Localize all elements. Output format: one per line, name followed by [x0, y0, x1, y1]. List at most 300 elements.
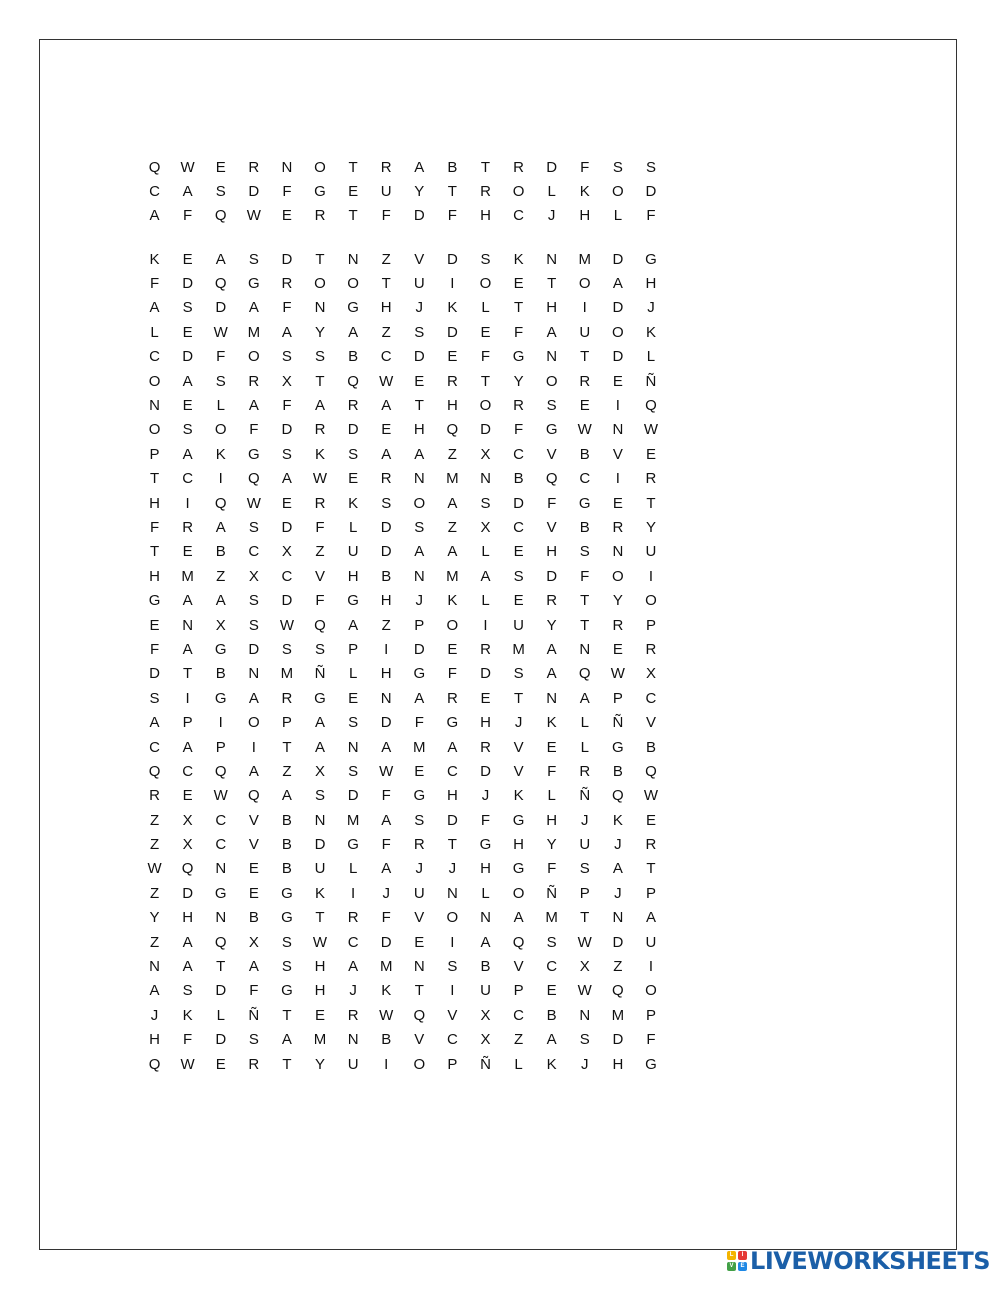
letter-cell[interactable]: Ñ [546, 884, 558, 902]
letter-cell[interactable]: V [513, 762, 524, 780]
letter-cell[interactable]: M [611, 1006, 625, 1024]
letter-cell[interactable]: A [546, 665, 557, 683]
letter-cell[interactable]: Ñ [612, 714, 624, 732]
letter-cell[interactable]: B [546, 1006, 557, 1024]
letter-cell[interactable]: L [514, 1055, 523, 1073]
letter-cell[interactable]: F [149, 518, 160, 536]
letter-cell[interactable]: H [480, 714, 491, 732]
letter-cell[interactable]: D [281, 250, 293, 268]
letter-cell[interactable]: Q [247, 470, 260, 488]
letter-cell[interactable]: S [579, 860, 590, 878]
letter-cell[interactable]: I [615, 397, 620, 415]
letter-cell[interactable]: O [479, 275, 492, 293]
letter-cell[interactable]: D [149, 665, 160, 683]
letter-cell[interactable]: X [182, 811, 193, 829]
letter-cell[interactable]: R [480, 738, 491, 756]
letter-cell[interactable]: S [281, 933, 292, 951]
letter-cell[interactable]: R [413, 836, 425, 854]
letter-cell[interactable]: S [248, 1031, 259, 1049]
letter-cell[interactable]: W [246, 494, 261, 512]
letter-cell[interactable]: Ñ [480, 1055, 491, 1073]
letter-cell[interactable]: O [512, 884, 525, 902]
letter-cell[interactable]: U [413, 884, 425, 902]
letter-cell[interactable]: A [348, 616, 359, 634]
letter-cell[interactable]: R [612, 616, 624, 634]
letter-cell[interactable]: L [481, 884, 490, 902]
letter-cell[interactable]: F [381, 836, 391, 854]
letter-cell[interactable]: S [579, 543, 590, 561]
letter-cell[interactable]: B [513, 470, 524, 488]
letter-cell[interactable]: R [248, 158, 260, 176]
letter-cell[interactable]: X [315, 762, 326, 780]
letter-cell[interactable]: I [251, 738, 256, 756]
letter-cell[interactable]: F [282, 299, 292, 317]
letter-cell[interactable]: A [281, 470, 292, 488]
letter-cell[interactable]: A [480, 933, 491, 951]
letter-cell[interactable]: H [513, 836, 524, 854]
letter-cell[interactable]: U [314, 860, 326, 878]
letter-cell[interactable]: D [413, 348, 425, 366]
letter-cell[interactable]: Q [148, 762, 161, 780]
letter-cell[interactable]: V [315, 567, 326, 585]
letter-cell[interactable]: T [580, 592, 590, 610]
letter-cell[interactable]: H [579, 207, 591, 225]
letter-cell[interactable]: F [513, 323, 524, 341]
letter-cell[interactable]: D [248, 640, 260, 658]
letter-cell[interactable]: O [148, 372, 161, 390]
letter-cell[interactable]: Z [149, 884, 160, 902]
letter-cell[interactable]: N [149, 397, 160, 415]
letter-cell[interactable]: X [248, 567, 259, 585]
letter-cell[interactable]: W [213, 323, 228, 341]
letter-cell[interactable]: M [545, 909, 558, 927]
letter-cell[interactable]: I [185, 494, 190, 512]
letter-cell[interactable]: E [348, 470, 359, 488]
letter-cell[interactable]: V [248, 811, 259, 829]
letter-cell[interactable]: L [216, 1006, 225, 1024]
letter-cell[interactable]: T [480, 372, 491, 390]
letter-cell[interactable]: J [647, 299, 655, 317]
letter-cell[interactable]: M [181, 567, 194, 585]
letter-cell[interactable]: K [546, 714, 557, 732]
letter-cell[interactable]: G [612, 738, 624, 756]
letter-cell[interactable]: T [513, 689, 524, 707]
letter-cell[interactable]: A [612, 275, 623, 293]
letter-cell[interactable]: T [646, 494, 656, 512]
letter-cell[interactable]: P [414, 616, 425, 634]
letter-cell[interactable]: G [578, 494, 591, 512]
letter-cell[interactable]: E [215, 158, 226, 176]
letter-cell[interactable]: A [248, 689, 259, 707]
letter-cell[interactable]: J [448, 860, 457, 878]
letter-cell[interactable]: A [182, 183, 193, 201]
letter-cell[interactable]: U [347, 1055, 359, 1073]
letter-cell[interactable]: S [579, 1031, 590, 1049]
letter-cell[interactable]: T [580, 616, 590, 634]
letter-cell[interactable]: Q [214, 207, 227, 225]
letter-cell[interactable]: Y [149, 909, 160, 927]
letter-cell[interactable]: G [479, 836, 492, 854]
letter-cell[interactable]: C [182, 470, 194, 488]
letter-cell[interactable]: R [281, 689, 293, 707]
letter-cell[interactable]: Y [513, 372, 524, 390]
letter-cell[interactable]: N [347, 738, 359, 756]
letter-cell[interactable]: B [480, 958, 491, 976]
letter-cell[interactable]: L [216, 397, 225, 415]
letter-cell[interactable]: N [347, 250, 359, 268]
letter-cell[interactable]: W [312, 470, 328, 488]
letter-cell[interactable]: N [413, 958, 425, 976]
letter-cell[interactable]: M [379, 958, 393, 976]
letter-cell[interactable]: Q [612, 787, 624, 805]
letter-cell[interactable]: K [315, 445, 326, 463]
letter-cell[interactable]: E [248, 884, 259, 902]
letter-cell[interactable]: F [447, 665, 457, 683]
letter-cell[interactable]: A [215, 518, 226, 536]
letter-cell[interactable]: L [348, 860, 358, 878]
letter-cell[interactable]: F [315, 592, 325, 610]
letter-cell[interactable]: E [447, 640, 458, 658]
letter-cell[interactable]: A [381, 860, 392, 878]
letter-cell[interactable]: W [147, 860, 162, 878]
letter-cell[interactable]: O [148, 421, 161, 439]
letter-cell[interactable]: G [413, 787, 426, 805]
letter-cell[interactable]: B [612, 762, 623, 780]
letter-cell[interactable]: T [381, 275, 391, 293]
letter-cell[interactable]: I [185, 689, 190, 707]
letter-cell[interactable]: F [381, 207, 391, 225]
letter-cell[interactable]: H [182, 909, 194, 927]
letter-cell[interactable]: D [612, 933, 624, 951]
letter-cell[interactable]: O [612, 183, 624, 201]
letter-cell[interactable]: S [215, 372, 226, 390]
letter-cell[interactable]: M [247, 323, 261, 341]
letter-cell[interactable]: Z [315, 543, 325, 561]
letter-cell[interactable]: R [314, 494, 326, 512]
letter-cell[interactable]: R [149, 787, 160, 805]
letter-cell[interactable]: H [149, 494, 160, 512]
letter-cell[interactable]: O [545, 372, 558, 390]
letter-cell[interactable]: I [582, 299, 587, 317]
letter-cell[interactable]: G [446, 714, 459, 732]
letter-cell[interactable]: N [215, 909, 227, 927]
letter-cell[interactable]: T [580, 348, 590, 366]
letter-cell[interactable]: D [380, 933, 392, 951]
letter-cell[interactable]: S [182, 421, 193, 439]
letter-cell[interactable]: B [447, 158, 458, 176]
letter-cell[interactable]: V [546, 518, 557, 536]
letter-cell[interactable]: V [546, 445, 557, 463]
letter-cell[interactable]: V [414, 1031, 425, 1049]
letter-cell[interactable]: E [480, 323, 491, 341]
letter-cell[interactable]: C [380, 348, 392, 366]
letter-cell[interactable]: J [382, 884, 390, 902]
letter-cell[interactable]: F [414, 714, 424, 732]
letter-cell[interactable]: Q [413, 1006, 426, 1024]
letter-cell[interactable]: Z [282, 762, 292, 780]
letter-cell[interactable]: G [545, 421, 558, 439]
letter-cell[interactable]: S [149, 689, 160, 707]
letter-cell[interactable]: I [218, 714, 223, 732]
letter-cell[interactable]: N [314, 811, 326, 829]
letter-cell[interactable]: Q [347, 372, 359, 390]
letter-cell[interactable]: K [612, 811, 623, 829]
letter-cell[interactable]: N [612, 421, 624, 439]
letter-cell[interactable]: A [248, 299, 259, 317]
letter-cell[interactable]: S [248, 518, 259, 536]
letter-cell[interactable]: A [381, 811, 392, 829]
letter-cell[interactable]: P [182, 714, 193, 732]
letter-cell[interactable]: Q [612, 982, 624, 1000]
letter-cell[interactable]: I [648, 958, 654, 976]
letter-cell[interactable]: L [481, 543, 490, 561]
letter-cell[interactable]: A [182, 958, 193, 976]
letter-cell[interactable]: A [546, 1031, 557, 1049]
letter-cell[interactable]: A [645, 909, 656, 927]
letter-cell[interactable]: S [248, 592, 259, 610]
letter-cell[interactable]: F [381, 909, 391, 927]
letter-cell[interactable]: S [612, 158, 623, 176]
letter-cell[interactable]: S [315, 787, 326, 805]
letter-cell[interactable]: O [214, 421, 227, 439]
letter-cell[interactable]: N [546, 348, 558, 366]
letter-cell[interactable]: C [579, 470, 591, 488]
letter-cell[interactable]: A [281, 787, 292, 805]
letter-cell[interactable]: B [281, 860, 292, 878]
letter-cell[interactable]: Q [512, 933, 525, 951]
letter-cell[interactable]: Z [381, 323, 391, 341]
letter-cell[interactable]: O [314, 275, 326, 293]
letter-cell[interactable]: D [281, 421, 293, 439]
letter-cell[interactable]: C [149, 348, 160, 366]
letter-cell[interactable]: J [581, 811, 589, 829]
letter-cell[interactable]: H [413, 421, 425, 439]
letter-cell[interactable]: U [579, 323, 591, 341]
letter-cell[interactable]: D [546, 567, 558, 585]
letter-cell[interactable]: N [182, 616, 194, 634]
letter-cell[interactable]: Z [381, 616, 391, 634]
letter-cell[interactable]: D [612, 348, 624, 366]
letter-cell[interactable]: D [215, 982, 227, 1000]
letter-cell[interactable]: A [182, 738, 193, 756]
letter-cell[interactable]: F [547, 860, 557, 878]
letter-cell[interactable]: Z [613, 958, 623, 976]
letter-cell[interactable]: Z [149, 933, 160, 951]
letter-cell[interactable]: D [215, 1031, 227, 1049]
letter-cell[interactable]: Q [148, 158, 161, 176]
letter-cell[interactable]: H [314, 982, 326, 1000]
letter-cell[interactable]: T [348, 207, 358, 225]
letter-cell[interactable]: T [315, 250, 325, 268]
letter-cell[interactable]: W [180, 158, 195, 176]
letter-cell[interactable]: A [149, 299, 160, 317]
letter-cell[interactable]: T [513, 299, 524, 317]
letter-cell[interactable]: L [547, 183, 556, 201]
letter-cell[interactable]: I [450, 982, 455, 1000]
letter-cell[interactable]: A [579, 689, 590, 707]
letter-cell[interactable]: E [149, 616, 160, 634]
letter-cell[interactable]: Ñ [248, 1006, 260, 1024]
letter-cell[interactable]: M [313, 1031, 327, 1049]
letter-cell[interactable]: Q [148, 1055, 161, 1073]
letter-cell[interactable]: S [546, 933, 557, 951]
letter-cell[interactable]: R [579, 372, 591, 390]
letter-cell[interactable]: N [546, 689, 558, 707]
letter-cell[interactable]: G [512, 348, 525, 366]
letter-cell[interactable]: T [447, 836, 457, 854]
letter-cell[interactable]: D [215, 299, 227, 317]
letter-cell[interactable]: M [512, 640, 525, 658]
letter-cell[interactable]: N [413, 470, 425, 488]
letter-cell[interactable]: Q [446, 421, 459, 439]
letter-cell[interactable]: D [645, 183, 657, 201]
letter-cell[interactable]: G [347, 299, 359, 317]
letter-cell[interactable]: L [613, 207, 623, 225]
letter-cell[interactable]: P [215, 738, 226, 756]
letter-cell[interactable]: R [347, 397, 359, 415]
letter-cell[interactable]: E [513, 275, 524, 293]
letter-cell[interactable]: Z [149, 811, 160, 829]
letter-cell[interactable]: F [580, 158, 590, 176]
letter-cell[interactable]: P [579, 884, 590, 902]
letter-cell[interactable]: C [513, 1006, 524, 1024]
letter-cell[interactable]: K [447, 592, 458, 610]
letter-cell[interactable]: D [480, 421, 491, 439]
letter-cell[interactable]: P [645, 884, 656, 902]
letter-cell[interactable]: K [215, 445, 226, 463]
letter-cell[interactable]: K [513, 787, 524, 805]
letter-cell[interactable]: A [480, 567, 491, 585]
letter-cell[interactable]: M [446, 567, 459, 585]
letter-cell[interactable]: D [380, 543, 392, 561]
letter-cell[interactable]: R [513, 158, 524, 176]
letter-cell[interactable]: V [513, 958, 524, 976]
letter-cell[interactable]: Y [315, 323, 326, 341]
letter-cell[interactable]: G [281, 884, 293, 902]
letter-cell[interactable]: C [215, 811, 227, 829]
letter-cell[interactable]: W [379, 762, 394, 780]
letter-cell[interactable]: J [614, 836, 622, 854]
letter-cell[interactable]: N [579, 1006, 591, 1024]
letter-cell[interactable]: F [547, 494, 557, 512]
letter-cell[interactable]: E [414, 762, 425, 780]
letter-cell[interactable]: R [248, 1055, 260, 1073]
letter-cell[interactable]: D [281, 592, 293, 610]
letter-cell[interactable]: O [314, 158, 326, 176]
letter-cell[interactable]: D [347, 787, 359, 805]
letter-cell[interactable]: D [413, 640, 425, 658]
letter-cell[interactable]: O [479, 397, 492, 415]
letter-cell[interactable]: A [546, 640, 557, 658]
letter-cell[interactable]: A [348, 958, 359, 976]
letter-cell[interactable]: Q [578, 665, 591, 683]
letter-cell[interactable]: Y [546, 616, 557, 634]
letter-cell[interactable]: A [182, 592, 193, 610]
letter-cell[interactable]: J [514, 714, 523, 732]
letter-cell[interactable]: V [414, 909, 425, 927]
letter-cell[interactable]: X [480, 1006, 491, 1024]
letter-cell[interactable]: R [513, 397, 524, 415]
letter-cell[interactable]: R [579, 762, 591, 780]
letter-cell[interactable]: E [645, 811, 656, 829]
letter-cell[interactable]: K [645, 323, 656, 341]
letter-cell[interactable]: E [414, 933, 425, 951]
letter-cell[interactable]: H [347, 567, 359, 585]
letter-cell[interactable]: J [349, 982, 357, 1000]
letter-cell[interactable]: X [645, 665, 656, 683]
letter-cell[interactable]: I [450, 933, 455, 951]
letter-cell[interactable]: U [380, 183, 392, 201]
letter-cell[interactable]: K [579, 183, 590, 201]
letter-cell[interactable]: Z [513, 1031, 524, 1049]
letter-cell[interactable]: O [612, 567, 624, 585]
letter-cell[interactable]: T [282, 738, 292, 756]
letter-cell[interactable]: F [149, 640, 160, 658]
letter-cell[interactable]: H [612, 1055, 624, 1073]
letter-cell[interactable]: E [182, 250, 193, 268]
letter-cell[interactable]: D [380, 714, 392, 732]
letter-cell[interactable]: G [314, 689, 326, 707]
letter-cell[interactable]: X [182, 836, 193, 854]
letter-cell[interactable]: L [646, 348, 656, 366]
letter-cell[interactable]: O [645, 982, 657, 1000]
letter-cell[interactable]: Ñ [579, 787, 591, 805]
letter-cell[interactable]: H [645, 275, 657, 293]
letter-cell[interactable]: B [348, 348, 359, 366]
letter-cell[interactable]: R [480, 640, 491, 658]
letter-cell[interactable]: A [182, 445, 193, 463]
letter-cell[interactable]: A [182, 640, 193, 658]
letter-cell[interactable]: Q [645, 762, 657, 780]
letter-cell[interactable]: W [279, 616, 294, 634]
letter-cell[interactable]: D [182, 275, 194, 293]
letter-cell[interactable]: W [577, 933, 592, 951]
letter-cell[interactable]: R [645, 640, 657, 658]
letter-cell[interactable]: H [546, 299, 558, 317]
letter-cell[interactable]: U [645, 933, 657, 951]
letter-cell[interactable]: G [347, 592, 359, 610]
letter-cell[interactable]: F [447, 207, 457, 225]
letter-cell[interactable]: B [281, 811, 292, 829]
letter-cell[interactable]: Ñ [645, 372, 657, 390]
letter-cell[interactable]: Z [447, 445, 457, 463]
letter-cell[interactable]: R [347, 909, 359, 927]
letter-cell[interactable]: Y [414, 183, 425, 201]
letter-cell[interactable]: M [346, 811, 360, 829]
letter-cell[interactable]: Q [645, 397, 657, 415]
letter-cell[interactable]: Q [214, 762, 227, 780]
letter-cell[interactable]: Z [216, 567, 226, 585]
letter-cell[interactable]: E [315, 1006, 326, 1024]
letter-cell[interactable]: J [415, 299, 424, 317]
letter-cell[interactable]: H [546, 811, 558, 829]
letter-cell[interactable]: H [380, 299, 392, 317]
letter-cell[interactable]: S [348, 714, 359, 732]
letter-cell[interactable]: X [480, 445, 491, 463]
letter-cell[interactable]: S [315, 348, 326, 366]
letter-cell[interactable]: I [384, 640, 389, 658]
letter-cell[interactable]: A [447, 494, 458, 512]
letter-cell[interactable]: F [580, 567, 590, 585]
letter-cell[interactable]: S [281, 348, 292, 366]
letter-cell[interactable]: E [182, 323, 193, 341]
letter-cell[interactable]: C [248, 543, 260, 561]
letter-cell[interactable]: X [248, 933, 259, 951]
letter-cell[interactable]: W [643, 787, 659, 805]
letter-cell[interactable]: A [381, 397, 392, 415]
letter-cell[interactable]: N [480, 909, 491, 927]
letter-cell[interactable]: D [446, 250, 458, 268]
